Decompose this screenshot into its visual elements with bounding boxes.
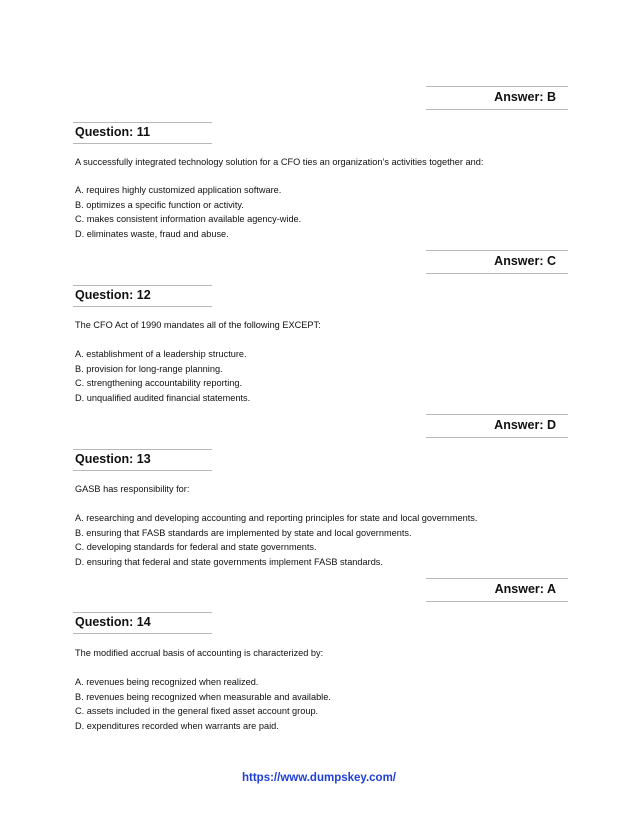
option-item: C. developing standards for federal and state governments. xyxy=(75,542,317,552)
question-text: The modified accrual basis of accounting is characterized by: xyxy=(75,648,324,658)
question-header xyxy=(73,285,212,307)
option-item: D. ensuring that federal and state governments implement FASB standards. xyxy=(75,556,383,567)
footer-website-link[interactable]: https://www.dumpskey.com/ xyxy=(242,772,396,784)
option-list xyxy=(75,511,477,569)
answer-box xyxy=(426,578,568,602)
question-header xyxy=(73,122,212,144)
option-item: A. establishment of a leadership structure. xyxy=(75,349,247,359)
option-item: B. provision for long-range planning. xyxy=(75,363,223,374)
question-title: Question: 12 xyxy=(75,288,151,302)
option-item: D. eliminates waste, fraud and abuse. xyxy=(75,228,229,239)
option-list xyxy=(75,675,331,733)
question-title: Question: 14 xyxy=(75,615,151,629)
option-item: B. ensuring that FASB standards are implemented by state and local governments. xyxy=(75,527,412,538)
answer-label: Answer: B xyxy=(494,90,556,104)
option-item: D. unqualified audited financial statements. xyxy=(75,392,251,403)
question-header xyxy=(73,449,212,471)
option-list xyxy=(75,183,301,241)
answer-label: Answer: D xyxy=(494,418,556,432)
option-item: A. requires highly customized application software. xyxy=(75,185,282,195)
answer-box xyxy=(426,414,568,438)
question-text: The CFO Act of 1990 mandates all of the following EXCEPT: xyxy=(75,320,321,330)
option-item: C. strengthening accountability reporting. xyxy=(75,378,243,388)
question-header xyxy=(73,612,212,634)
question-text: A successfully integrated technology solution for a CFO ties an organization’s activities together and: xyxy=(75,157,484,167)
question-text: GASB has responsibility for: xyxy=(75,484,190,494)
option-item: C. makes consistent information available agency-wide. xyxy=(75,214,302,224)
answer-label: Answer: C xyxy=(494,254,556,268)
option-item: A. revenues being recognized when realized. xyxy=(75,677,259,687)
answer-box xyxy=(426,250,568,274)
option-list xyxy=(75,347,250,405)
option-item: B. revenues being recognized when measurable and available. xyxy=(75,691,331,702)
answer-label: Answer: A xyxy=(494,582,556,596)
question-title: Question: 11 xyxy=(75,125,151,139)
option-item: B. optimizes a specific function or activity. xyxy=(75,199,244,210)
option-item: C. assets included in the general fixed asset account group. xyxy=(75,706,319,716)
answer-box xyxy=(426,86,568,110)
option-item: A. researching and developing accounting and reporting principles for state and local governments. xyxy=(75,513,478,523)
option-item: D. expenditures recorded when warrants are paid. xyxy=(75,720,279,731)
question-title: Question: 13 xyxy=(75,452,151,466)
